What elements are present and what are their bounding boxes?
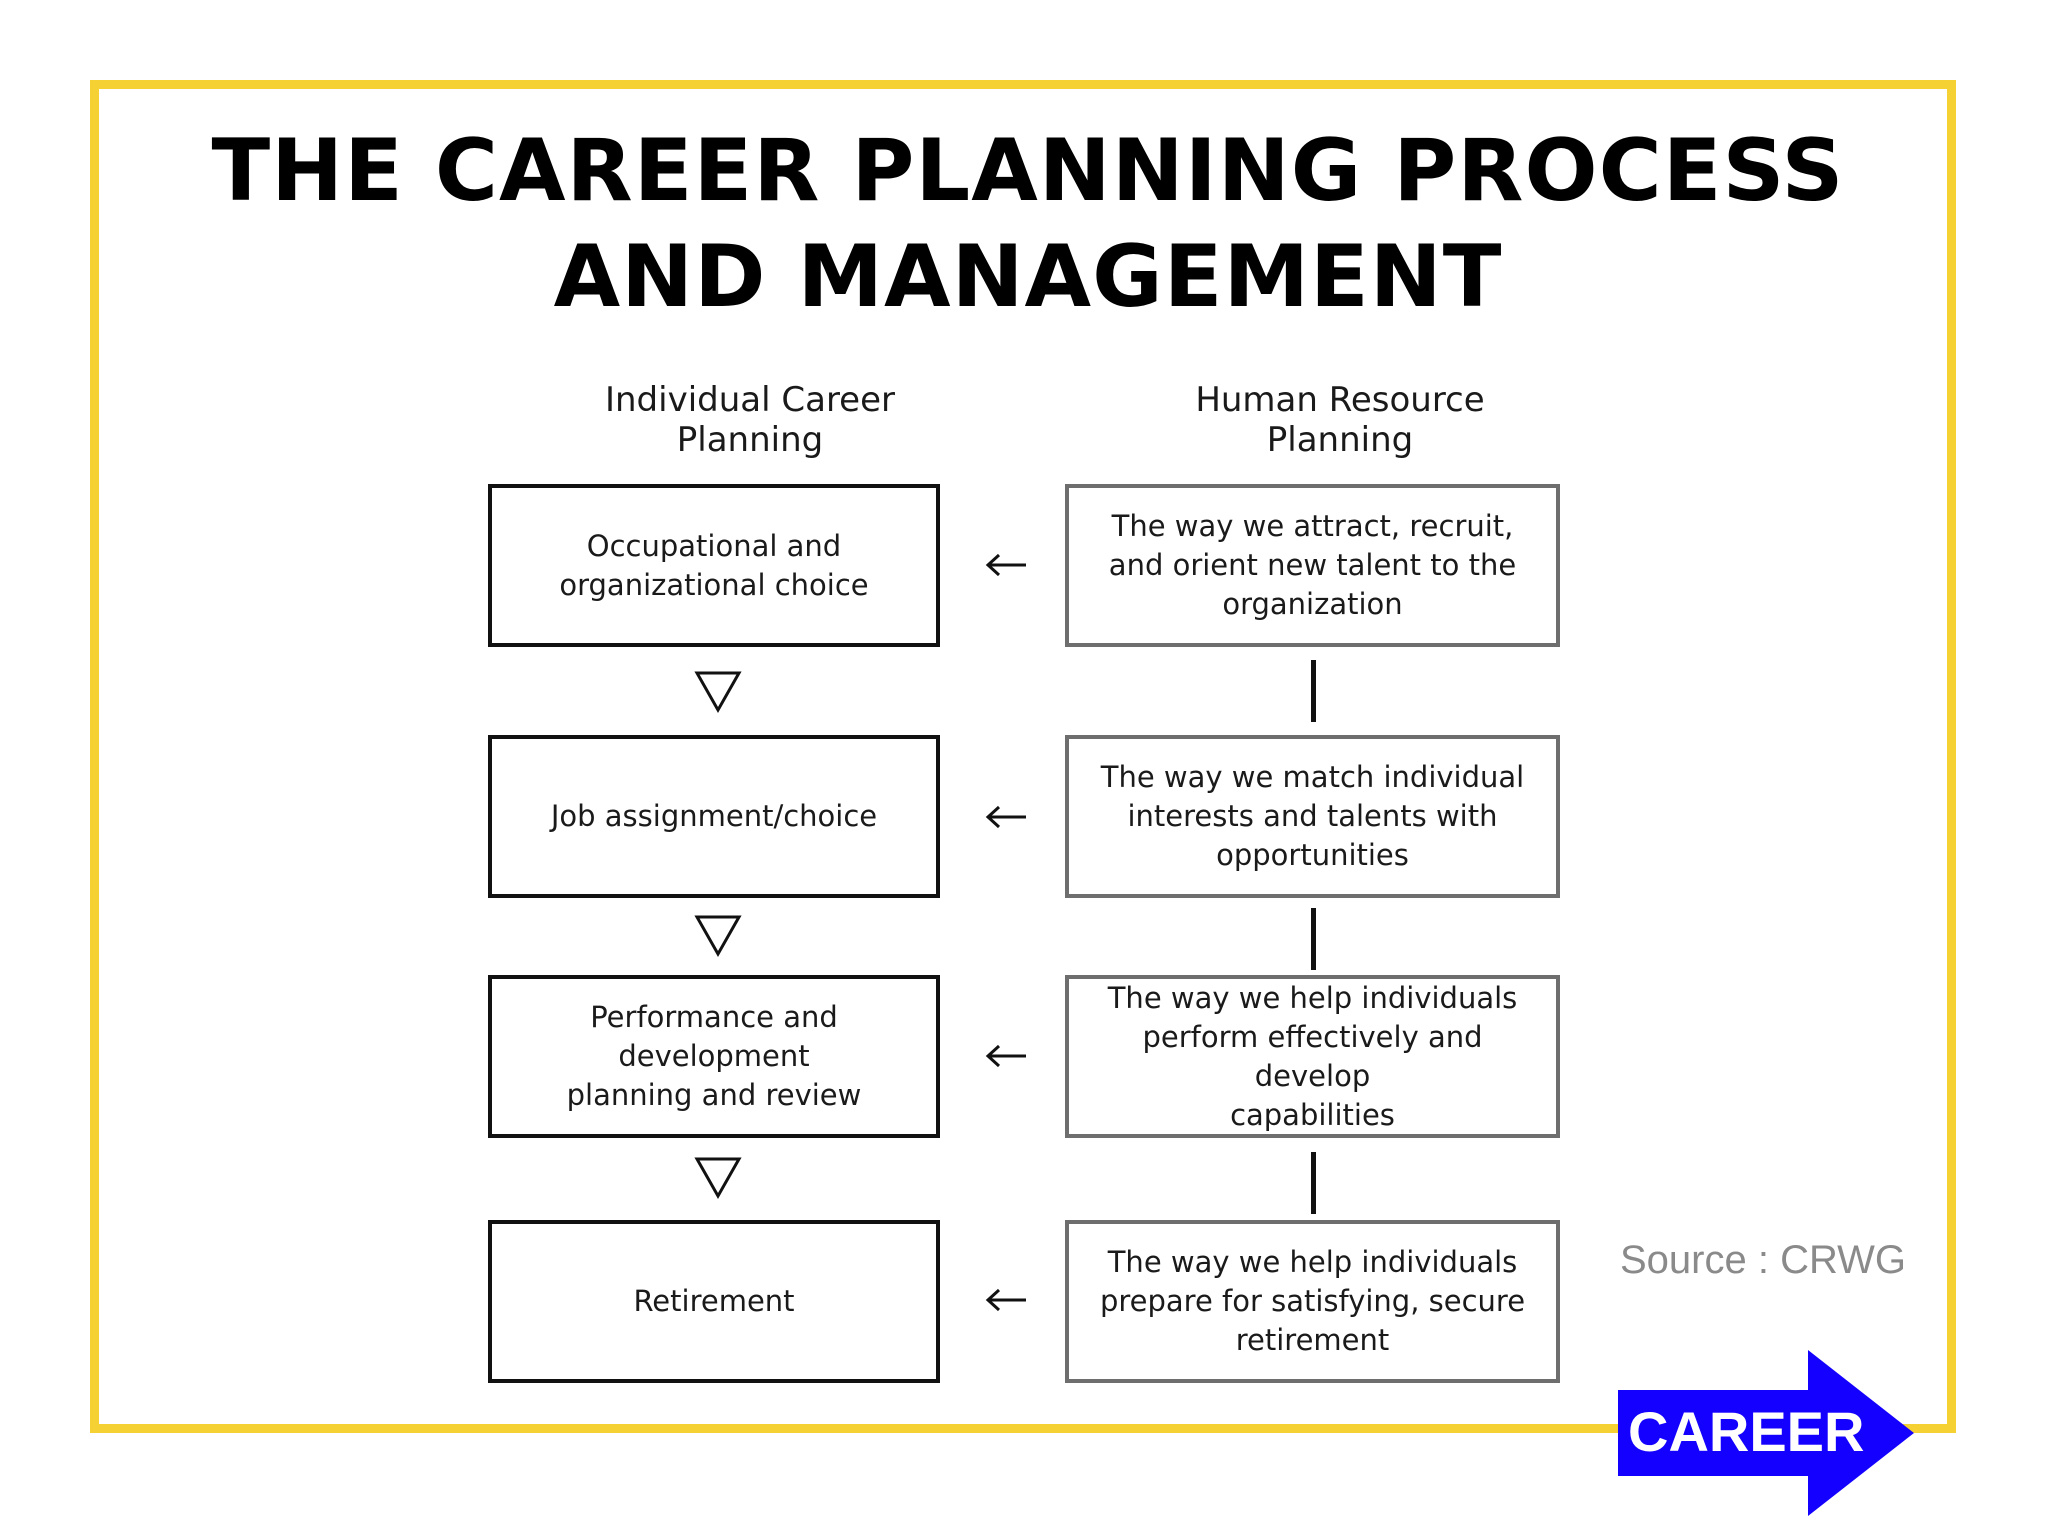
slide-title <box>90 118 1966 330</box>
right-heading-line-2: Planning <box>1266 420 1414 460</box>
right-step-1-line-2: and orient new talent to the <box>1108 548 1517 582</box>
left-heading-line-1: Individual Career <box>604 380 895 420</box>
right-column-heading <box>1150 380 1530 460</box>
left-step-4-line-1: Retirement <box>633 1284 795 1318</box>
right-heading-line-1: Human Resource <box>1195 380 1485 420</box>
title-line-1: THE CAREER PLANNING PROCESS <box>211 121 1845 221</box>
right-step-1-line-1: The way we attract, recruit, <box>1111 509 1514 543</box>
down-triangle-icon <box>694 914 742 958</box>
down-triangle-icon <box>694 1156 742 1200</box>
right-step-2-line-1: The way we match individual <box>1100 760 1525 794</box>
left-step-job-assignment <box>488 735 940 898</box>
right-step-retirement-prep <box>1065 1220 1560 1383</box>
right-connector-line <box>1311 908 1316 970</box>
title-line-2: AND MANAGEMENT <box>553 227 1503 327</box>
left-arrow-icon <box>984 1288 1028 1312</box>
right-step-attract-recruit <box>1065 484 1560 647</box>
left-step-performance-review <box>488 975 940 1138</box>
down-triangle-icon <box>694 670 742 714</box>
right-step-3-line-3: capabilities <box>1230 1097 1395 1132</box>
left-step-1-line-1: Occupational and <box>586 528 842 563</box>
left-arrow-icon <box>984 805 1028 829</box>
left-step-retirement <box>488 1220 940 1383</box>
right-step-3-line-2: perform effectively and develop <box>1142 1019 1483 1093</box>
left-heading-line-2: Planning <box>676 420 824 460</box>
right-step-3-line-1: The way we help individuals <box>1107 980 1518 1015</box>
right-step-match-talent <box>1065 735 1560 898</box>
right-step-2-line-2: interests and talents with <box>1127 799 1498 833</box>
left-arrow-icon <box>984 1044 1028 1068</box>
right-connector-line <box>1311 660 1316 722</box>
left-step-1-line-2: organizational choice <box>559 567 869 602</box>
left-step-3-line-2: planning and review <box>566 1078 862 1112</box>
career-badge-label[interactable]: CAREER <box>1628 1400 1865 1463</box>
left-column-heading <box>560 380 940 460</box>
right-step-4-line-3: retirement <box>1235 1323 1390 1357</box>
left-step-2-line-1: Job assignment/choice <box>550 799 878 833</box>
right-step-4-line-1: The way we help individuals <box>1107 1245 1518 1279</box>
right-step-2-line-3: opportunities <box>1216 838 1409 872</box>
left-arrow-icon <box>984 553 1028 577</box>
right-step-1-line-3: organization <box>1222 587 1403 621</box>
left-step-occupational-choice <box>488 484 940 647</box>
left-step-3-line-1: Performance and development <box>590 1000 838 1073</box>
right-step-perform-develop <box>1065 975 1560 1138</box>
right-connector-line <box>1311 1152 1316 1214</box>
right-step-4-line-2: prepare for satisfying, secure <box>1099 1284 1526 1318</box>
source-credit: Source : CRWG <box>1620 1238 1906 1282</box>
